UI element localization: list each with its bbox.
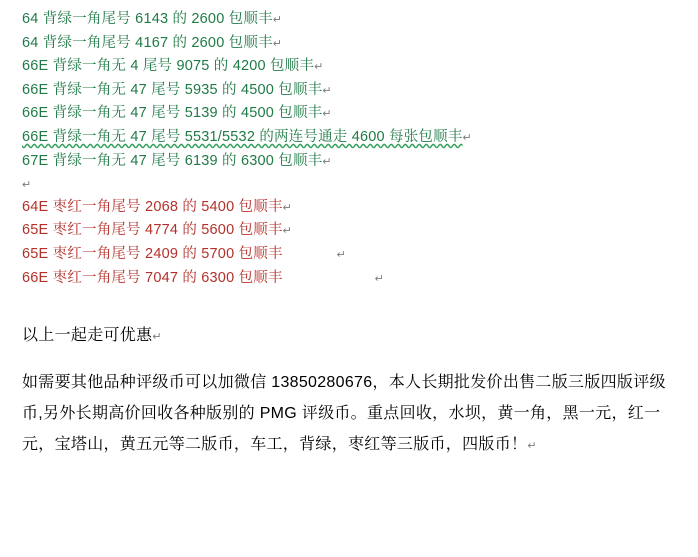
list-item [22, 196, 698, 220]
list-item [22, 150, 698, 174]
paragraph-mark: ↵ [322, 155, 332, 168]
list-item [22, 243, 698, 267]
list-item-text: 65E 枣红一角尾号 4774 的 5600 包顺丰 [22, 222, 283, 239]
paragraph-mark: ↵ [462, 131, 472, 144]
paragraph-mark: ↵ [282, 225, 292, 238]
paragraph-mark: ↵ [272, 14, 283, 26]
list-item [22, 55, 698, 79]
paragraph-mark: ↵ [322, 108, 332, 121]
paragraph-contact [22, 367, 682, 462]
list-item-text: 66E 枣红一角尾号 7047 的 6300 包顺丰 [22, 269, 283, 286]
list-item [22, 32, 698, 56]
list-item [22, 8, 698, 32]
paragraph-mark: ↵ [374, 272, 384, 285]
list-item-text: 66E 背绿一角无 47 尾号 5935 的 4500 包顺丰 [22, 81, 323, 98]
empty-line [22, 173, 698, 196]
paragraph-text: 如需要其他品种评级币可以加微信 13850280676，本人长期批发价出售二版三版四版评级币,另外长期高价回收各种版别的 PMG 评级币。重点回收，水坝，黄一角，黑一元，红一元，宝塔山，黄五元等二版币，车工，背绿，枣红等三版币，四版币！ [22, 374, 666, 454]
paragraph-mark: ↵ [322, 84, 332, 97]
list-item-text: 66E 背绿一角无 47 尾号 5139 的 4500 包顺丰 [22, 105, 323, 122]
spacer [22, 353, 698, 367]
paragraph-mark: ↵ [314, 61, 324, 74]
list-item [22, 219, 698, 243]
list-item [22, 79, 698, 103]
list-item-text: 64 背绿一角尾号 4167 的 2600 包顺丰 [22, 34, 273, 51]
paragraph-mark: ↵ [527, 440, 537, 453]
paragraph-mark: ↵ [336, 248, 346, 261]
list-item [22, 102, 698, 126]
list-item-text: 66E 背绿一角无 47 尾号 5531/5532 的两连号通走 4600 每张包顺丰 [22, 128, 463, 145]
list-item-text: 65E 枣红一角尾号 2409 的 5700 包顺丰 [22, 245, 283, 262]
spacer [22, 290, 698, 320]
paragraph-mark: ↵ [272, 37, 283, 50]
list-item [22, 126, 698, 150]
paragraph-text: 以上一起走可优惠 [22, 327, 153, 345]
list-item-text: 67E 背绿一角无 47 尾号 6139 的 6300 包顺丰 [22, 152, 323, 169]
list-item [22, 267, 698, 291]
paragraph-mark: ↵ [22, 179, 32, 192]
list-item-text: 64E 枣红一角尾号 2068 的 5400 包顺丰 [22, 198, 283, 215]
paragraph-summary [22, 320, 682, 353]
list-item-text: 64 背绿一角尾号 6143 的 2600 包顺丰 [22, 11, 273, 27]
paragraph-mark: ↵ [152, 331, 162, 344]
paragraph-mark: ↵ [282, 201, 292, 214]
list-item-text: 66E 背绿一角无 4 尾号 9075 的 4200 包顺丰 [22, 58, 315, 75]
